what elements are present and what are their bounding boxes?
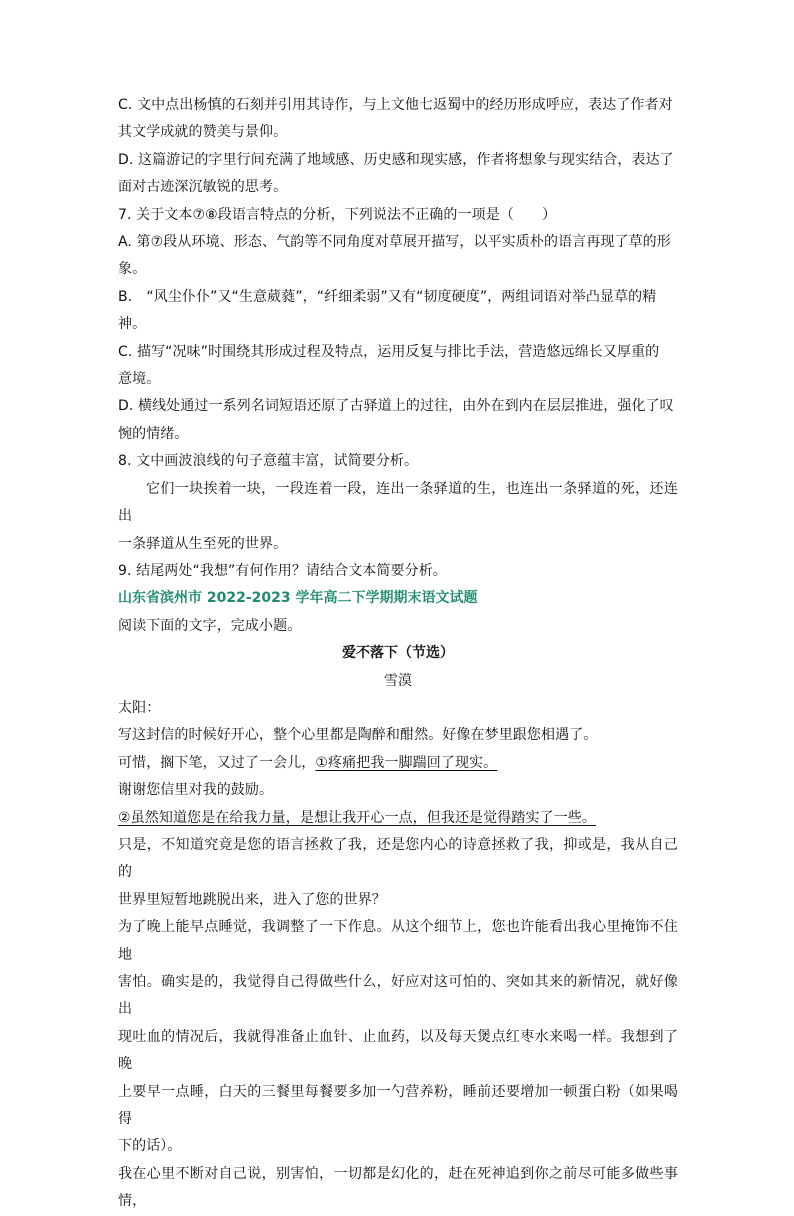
letter-paragraph-7-line-1: 我在心里不断对自己说，别害怕，一切都是幻化的，赶在死神追到你之前尽可能多做些事情， — [118, 1165, 678, 1210]
letter-paragraph-1: 写这封信的时候好开心，整个心里都是陶醉和酣然。好像在梦里跟您相遇了。 — [118, 727, 598, 744]
option-c-line-1: C. 文中点出杨慎的石刻并引用其诗作，与上文他七返蜀中的经历形成呼应，表达了作者对 — [118, 97, 673, 113]
letter-paragraph-4 — [118, 805, 678, 832]
q7-option-b-line-1: B. “风尘仆仆”又“生意葳蕤”，“纤细柔弱”又有“韧度硬度”，两组词语对举凸显草的精 — [118, 288, 657, 305]
letter-paragraph-6-line-4: 上要早一点睡，白天的三餐里每餐要多加一勺营养粉，睡前还要增加一顿蛋白粉（如果喝得 — [118, 1083, 678, 1128]
letter-paragraph-6-line-2: 害怕。确实是的，我觉得自己得做些什么，好应对这可怕的、突如其来的新情况，就好像出 — [118, 974, 678, 1018]
letter-salutation: 太阳： — [118, 699, 161, 716]
letter-paragraph-6-line-1: 为了晚上能早点睡觉，我调整了一下作息。从这个细节上，您也许能看出我心里掩饰不住地 — [118, 919, 678, 963]
underlined-sentence-1: ①疼痛把我一脚踹回了现实。 — [315, 754, 498, 771]
passage-author: 雪漠 — [384, 672, 412, 689]
paragraph-2-text: 可惜，搁下笔，又过了一会儿， — [118, 754, 316, 771]
letter-paragraph-6-line-5: 下的话）。 — [118, 1138, 182, 1155]
question-9: 9. 结尾两处“我想”有何作用？请结合文本简要分析。 — [118, 562, 447, 579]
q7-option-d-line-2: 惋的情绪。 — [118, 425, 189, 442]
option-c-line-2: 其文学成就的赞美与景仰。 — [118, 124, 288, 141]
q7-option-b-line-2: 神。 — [118, 316, 147, 333]
q8-quote-line-2: 一条驿道从生至死的世界。 — [118, 535, 288, 552]
question-8: 8. 文中画波浪线的句子意蕴丰富，试简要分析。 — [118, 453, 419, 470]
q7-option-d-line-1: D. 横线处通过一系列名词短语还原了古驿道上的过往，由外在到内在层层推进，强化了叹 — [118, 398, 674, 415]
exam-source-heading: 山东省滨州市 2022-2023 学年高二下学期期末语文试题 — [118, 590, 478, 607]
q8-quote-line-1: 它们一块挨着一块，一段连着一段，连出一条驿道的生，也连出一条驿道的死，还连出 — [118, 480, 678, 525]
underlined-sentence-2: ②虽然知道您是在给我力量，是想让我开心一点，但我还是觉得踏实了一些。 — [118, 809, 596, 826]
letter-paragraph-6-line-3: 现吐血的情况后，我就得准备止血针、止血药，以及每天煲点红枣水来喝一样。我想到了晚 — [118, 1028, 678, 1073]
letter-paragraph-5-line-1: 只是，不知道究竟是您的语言拯救了我，还是您内心的诗意拯救了我，抑或是，我从自己的 — [118, 836, 678, 881]
reading-instruction: 阅读下面的文字，完成小题。 — [118, 617, 302, 634]
option-d-line-2: 面对古迹深沉敏锐的思考。 — [118, 179, 288, 196]
q7-option-a-line-1: A. 第⑦段从环境、形态、气韵等不同角度对草展开描写，以平实质朴的语言再现了草的形 — [118, 234, 671, 251]
page-content — [118, 92, 678, 1216]
option-d-line-1: D. 这篇游记的字里行间充满了地域感、历史感和现实感，作者将想象与现实结合，表达了 — [118, 151, 674, 168]
q7-option-c-line-1: C. 描写“况味”时围绕其形成过程及特点，运用反复与排比手法，营造悠远绵长又厚重的 — [118, 343, 660, 360]
letter-paragraph-5-line-2: 世界里短暂地跳脱出来，进入了您的世界？ — [118, 891, 386, 908]
q7-option-c-line-2: 意境。 — [118, 371, 161, 388]
q7-option-a-line-2: 象。 — [118, 261, 147, 278]
letter-paragraph-3: 谢谢您信里对我的鼓励。 — [118, 782, 274, 799]
letter-paragraph-2 — [118, 750, 678, 777]
passage-title: 爱不落下（节选） — [342, 645, 454, 662]
question-7: 7. 关于文本⑦⑧段语言特点的分析，下列说法不正确的一项是（ ） — [118, 206, 557, 223]
